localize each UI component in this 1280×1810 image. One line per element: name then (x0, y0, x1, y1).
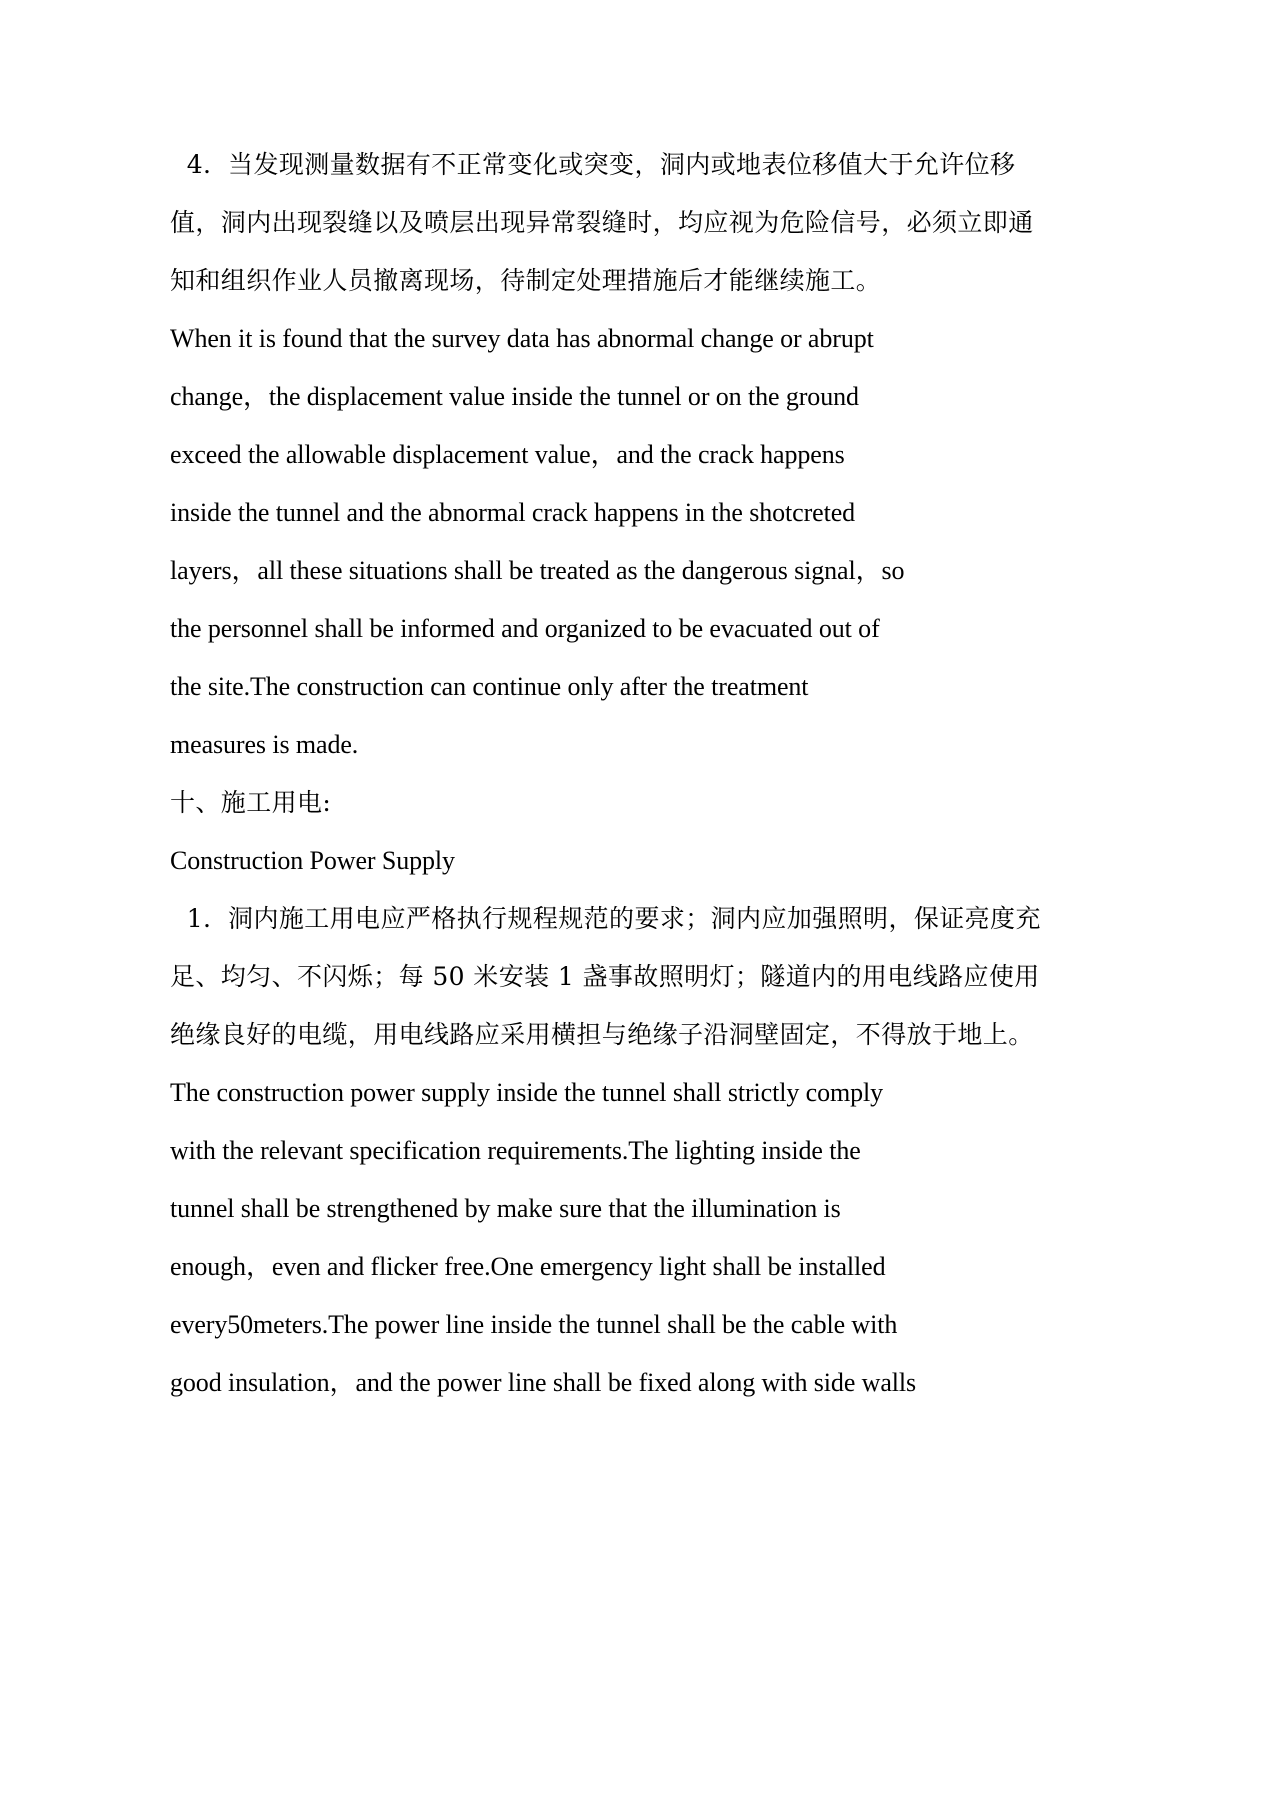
paragraph-item-4-english (170, 310, 948, 774)
text-line: the personnel shall be informed and organized to be evacuated out of (170, 614, 880, 643)
text-line: When it is found that the survey data has abnormal change or abrupt (170, 324, 874, 353)
section-heading-english (170, 832, 948, 890)
text-line: 知和组织作业人员撤离现场，待制定处理措施后才能继续施工。 (170, 266, 882, 295)
text-line: 足、均匀、不闪烁；每 50 米安装 1 盏事故照明灯；隧道内的用电线路应使用 (170, 962, 1040, 991)
text-line: the site.The construction can continue only after the treatment (170, 672, 809, 701)
text-line: change，the displacement value inside the tunnel or on the ground (170, 382, 859, 411)
section-heading-text: 十、施工用电: (170, 788, 332, 817)
text-line: 1. 洞内施工用电应严格执行规程规范的要求；洞内应加强照明，保证亮度充 (170, 904, 1041, 933)
document-text-column (170, 136, 1041, 1412)
text-line: layers，all these situations shall be treated as the dangerous signal，so (170, 556, 905, 585)
section-heading-text: Construction Power Supply (170, 846, 455, 875)
text-line: tunnel shall be strengthened by make sure that the illumination is (170, 1194, 841, 1223)
paragraph-item-1-chinese (170, 890, 1041, 1064)
section-heading-chinese (170, 774, 948, 832)
text-line: The construction power supply inside the tunnel shall strictly comply (170, 1078, 884, 1107)
text-line: 绝缘良好的电缆，用电线路应采用横担与绝缘子沿洞壁固定，不得放于地上。 (170, 1020, 1034, 1049)
text-line: good insulation，and the power line shall be fixed along with side walls (170, 1368, 917, 1397)
text-line: inside the tunnel and the abnormal crack happens in the shotcreted (170, 498, 856, 527)
text-line: 4. 当发现测量数据有不正常变化或突变，洞内或地表位移值大于允许位移 (170, 150, 1016, 179)
text-line: enough，even and flicker free.One emergency light shall be installed (170, 1252, 886, 1281)
paragraph-item-1-english (170, 1064, 948, 1412)
text-line: exceed the allowable displacement value，and the crack happens (170, 440, 845, 469)
text-line: measures is made. (170, 730, 359, 759)
text-line: with the relevant specification requirements.The lighting inside the (170, 1136, 861, 1165)
paragraph-item-4-chinese (170, 136, 1034, 310)
text-line: 值，洞内出现裂缝以及喷层出现异常裂缝时，均应视为危险信号，必须立即通 (170, 208, 1034, 237)
text-line: every50meters.The power line inside the tunnel shall be the cable with (170, 1310, 898, 1339)
